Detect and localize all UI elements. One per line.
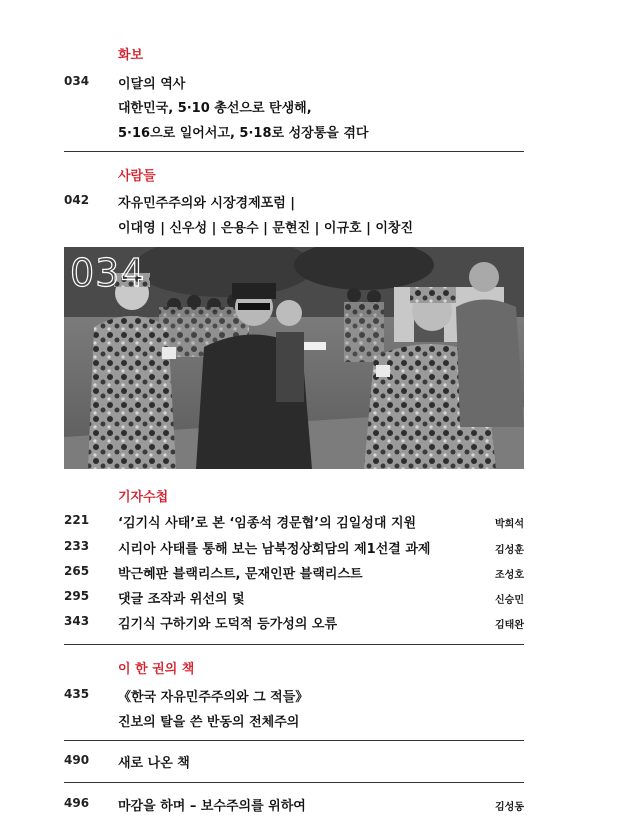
page-number[interactable]: 034 <box>64 74 90 88</box>
entry-line[interactable]: 대한민국, 5·10 총선으로 탄생해, <box>118 101 312 116</box>
page-number[interactable]: 343 <box>64 614 90 628</box>
page-number[interactable]: 496 <box>64 796 90 810</box>
new-books-title[interactable]: 새로 나온 책 <box>118 756 190 771</box>
entry-line[interactable]: 5·16으로 일어서고, 5·18로 성장통을 겪다 <box>118 126 369 141</box>
author: 김성훈 <box>495 545 524 556</box>
page-number[interactable]: 295 <box>64 589 90 603</box>
section-title-photo-essay: 화보 <box>118 48 144 63</box>
entry-line[interactable]: 이달의 역사 <box>118 77 186 92</box>
divider <box>64 782 524 783</box>
photo-page-number: 034 <box>70 251 146 295</box>
section-title-reporter-notes: 기자수첩 <box>118 490 169 505</box>
page-number[interactable]: 233 <box>64 539 90 553</box>
article-title[interactable]: 김기식 구하기와 도덕적 등가성의 오류 <box>118 617 338 632</box>
divider <box>64 644 524 645</box>
author: 조성호 <box>495 570 524 581</box>
author: 박희석 <box>495 519 524 530</box>
divider <box>64 740 524 741</box>
author: 신승민 <box>495 595 524 606</box>
page-number[interactable]: 042 <box>64 193 90 207</box>
book-subtitle[interactable]: 진보의 탈을 쓴 반동의 전체주의 <box>118 715 300 730</box>
entry-line[interactable]: 이대영 | 신우성 | 은용수 | 문현진 | 이규호 | 이창진 <box>118 221 414 236</box>
author: 김성동 <box>495 802 524 813</box>
closing-title[interactable]: 마감을 하며 – 보수주의를 위하여 <box>118 799 306 814</box>
section-title-book: 이 한 권의 책 <box>118 662 195 677</box>
historical-photo <box>64 247 524 469</box>
article-title[interactable]: 시리아 사태를 통해 보는 남북정상회담의 제1선결 과제 <box>118 542 431 557</box>
section-title-people: 사람들 <box>118 169 156 184</box>
page-number[interactable]: 490 <box>64 753 90 767</box>
page-number[interactable]: 435 <box>64 687 90 701</box>
divider <box>64 151 524 152</box>
page-number[interactable]: 221 <box>64 513 90 527</box>
page-number[interactable]: 265 <box>64 564 90 578</box>
author: 김태완 <box>495 620 524 631</box>
book-title[interactable]: 《한국 자유민주주의와 그 적들》 <box>118 690 309 705</box>
entry-line[interactable]: 자유민주주의와 시장경제포럼 | <box>118 196 296 211</box>
article-title[interactable]: ‘김기식 사태’로 본 ‘임종석 경문협’의 김일성대 지원 <box>118 516 417 531</box>
article-title[interactable]: 박근혜판 블랙리스트, 문재인판 블랙리스트 <box>118 567 363 582</box>
article-title[interactable]: 댓글 조작과 위선의 덫 <box>118 592 245 607</box>
